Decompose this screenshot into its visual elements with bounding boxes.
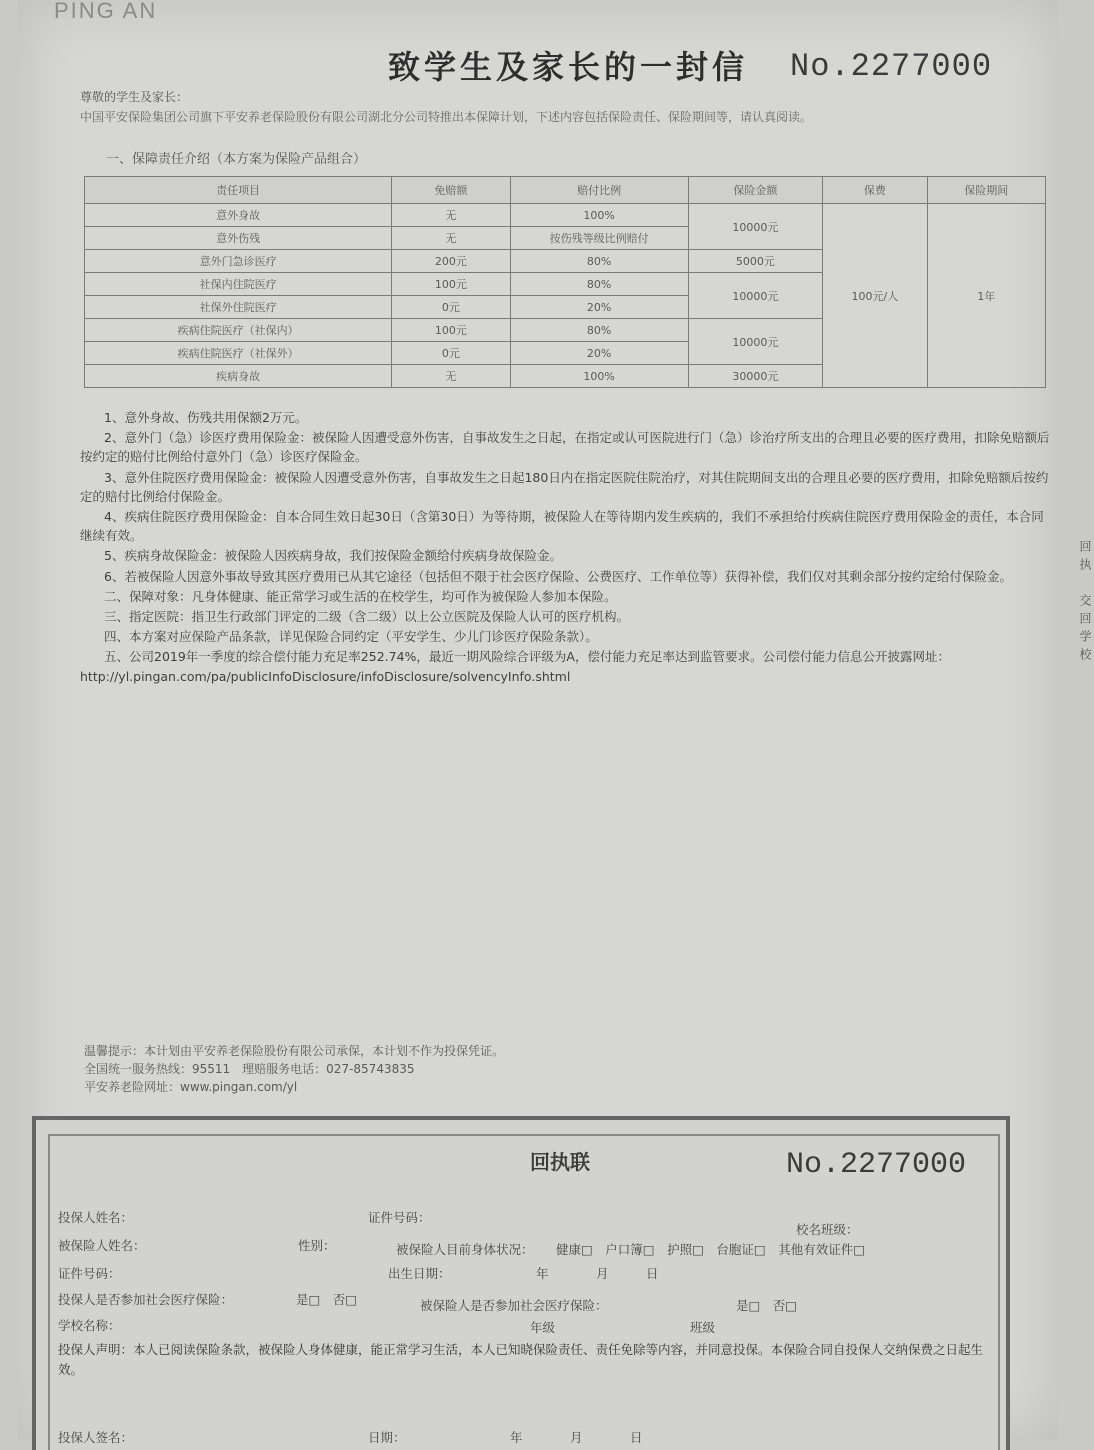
class-field[interactable]: 班级 bbox=[690, 1320, 716, 1335]
birth-day[interactable]: 日 bbox=[646, 1266, 659, 1281]
note-paragraph: 五、公司2019年一季度的综合偿付能力充足率252.74%，最近一期风险综合评级为A，偿付能力充足率达到监管要求。公司偿付能力信息公开披露网址：http://yl.pingan.com/pa/publicInfoDisclosure/infoDisclosure/solvencyInfo.shtml bbox=[80, 649, 950, 684]
table-cell: 意外门急诊医疗 bbox=[85, 250, 392, 273]
note-paragraph: 四、本方案对应保险产品条款，详见保险合同约定（平安学生、少儿门诊医疗保险条款）。 bbox=[104, 629, 598, 645]
reminder-text: 温馨提示：本计划由平安养老保险股份有限公司承保，本计划不作为投保凭证。 bbox=[84, 1044, 505, 1058]
health-options[interactable]: 健康□ 户口簿□ 护照□ 台胞证□ 其他有效证件□ bbox=[556, 1242, 866, 1257]
table-cell: 100元 bbox=[392, 273, 510, 296]
side-perforation-text: 回执 交回学校 bbox=[1078, 540, 1092, 666]
date-month[interactable]: 月 bbox=[570, 1430, 583, 1445]
table-cell: 无 bbox=[392, 227, 510, 250]
table-cell: 0元 bbox=[392, 342, 510, 365]
gender-field[interactable]: 性别： bbox=[298, 1238, 336, 1253]
page-title: 致学生及家长的一封信 bbox=[388, 48, 749, 86]
note-paragraph: 2、意外门（急）诊医疗费用保险金：被保险人因遭受意外伤害，自事故发生之日起，在指定或认可医院进行门（急）诊治疗所支出的合理且必要的医疗费用，扣除免赔额后按约定的赔付比例给付意外门（急）诊医疗保险金。 bbox=[80, 430, 1050, 465]
receipt-slip bbox=[32, 1116, 1010, 1450]
health-status-label: 被保险人目前身体状况： bbox=[396, 1242, 534, 1257]
table-cell: 无 bbox=[392, 204, 510, 227]
applicant-declaration: 投保人声明：本人已阅读保险条款，被保险人身体健康，能正常学习生活，本人已知晓保险责任、责任免除等内容，并同意投保。本保险合同自投保人交纳保费之日起生效。 bbox=[58, 1342, 984, 1377]
note-paragraph: 二、保障对象：凡身体健康、能正常学习或生活的在校学生，均可作为被保险人参加本保险。 bbox=[104, 588, 617, 604]
table-header: 保险期间 bbox=[927, 177, 1045, 204]
table-header: 保费 bbox=[823, 177, 928, 204]
table-cell: 80% bbox=[510, 319, 688, 342]
table-row bbox=[85, 204, 1046, 227]
receipt-serial: No.2277000 bbox=[786, 1148, 967, 1182]
insured-name-field[interactable]: 被保险人姓名： bbox=[58, 1238, 146, 1253]
table-cell: 80% bbox=[510, 273, 688, 296]
birth-month[interactable]: 月 bbox=[596, 1266, 609, 1281]
table-cell: 1年 bbox=[927, 204, 1045, 388]
website-text: 平安养老险网址：www.pingan.com/yl bbox=[84, 1080, 298, 1094]
table-cell: 10000元 bbox=[688, 273, 822, 319]
birth-date-label: 出生日期： bbox=[388, 1266, 451, 1281]
table-cell: 社保内住院医疗 bbox=[85, 273, 392, 296]
receipt-title: 回执联 bbox=[530, 1150, 590, 1174]
table-header-row bbox=[85, 177, 1046, 204]
greeting: 尊敬的学生及家长： bbox=[80, 90, 189, 104]
table-cell: 10000元 bbox=[688, 319, 822, 365]
note-paragraph: 4、疾病住院医疗费用保险金：自本合同生效日起30日（含第30日）为等待期，被保险人在等待期内发生疾病的，我们不承担给付疾病住院医疗费用保险金的责任，本合同继续有效。 bbox=[80, 509, 1044, 544]
table-cell: 200元 bbox=[392, 250, 510, 273]
table-cell: 疾病身故 bbox=[85, 365, 392, 388]
date-day[interactable]: 日 bbox=[630, 1430, 643, 1445]
school-class-field[interactable]: 校名班级： bbox=[796, 1222, 859, 1237]
brand-logo-text: PING AN bbox=[54, 0, 158, 23]
insured-social-label: 被保险人是否参加社会医疗保险： bbox=[420, 1298, 608, 1313]
applicant-signature-field[interactable]: 投保人签名： bbox=[58, 1430, 134, 1445]
intro-paragraph: 中国平安保险集团公司旗下平安养老保险股份有限公司湖北分公司特推出本保障计划，下述内容包括保险责任、保险期间等，请认真阅读。 bbox=[80, 110, 813, 124]
date-year[interactable]: 年 bbox=[510, 1430, 523, 1445]
social-insurance-options[interactable]: 是□ 否□ bbox=[296, 1292, 358, 1307]
table-cell: 5000元 bbox=[688, 250, 822, 273]
table-cell: 30000元 bbox=[688, 365, 822, 388]
social-insurance-label: 投保人是否参加社会医疗保险： bbox=[58, 1292, 234, 1307]
table-cell: 100元 bbox=[392, 319, 510, 342]
contact-info bbox=[84, 1042, 984, 1096]
note-paragraph: 5、疾病身故保险金：被保险人因疾病身故，我们按保险金额给付疾病身故保险金。 bbox=[104, 548, 562, 564]
applicant-name-field[interactable]: 投保人姓名： bbox=[58, 1210, 134, 1225]
table-cell: 10000元 bbox=[688, 204, 822, 250]
table-cell: 0元 bbox=[392, 296, 510, 319]
id-card-field[interactable]: 证件号码： bbox=[58, 1266, 121, 1281]
table-cell: 100% bbox=[510, 365, 688, 388]
table-cell: 80% bbox=[510, 250, 688, 273]
serial-number: No.2277000 bbox=[790, 48, 993, 85]
table-cell: 100元/人 bbox=[823, 204, 928, 388]
table-cell: 无 bbox=[392, 365, 510, 388]
section-heading: 一、保障责任介绍（本方案为保险产品组合） bbox=[106, 152, 367, 167]
terms-notes bbox=[80, 408, 1050, 687]
insured-social-options[interactable]: 是□ 否□ bbox=[736, 1298, 798, 1313]
hotline-text: 全国统一服务热线：95511 理赔服务电话：027-85743835 bbox=[84, 1062, 415, 1076]
note-paragraph: 3、意外住院医疗费用保险金：被保险人因遭受意外伤害，自事故发生之日起180日内在指定医院住院治疗，对其住院期间支出的合理且必要的医疗费用，扣除免赔额后按约定的赔付比例给付保险金。 bbox=[80, 469, 1049, 504]
table-cell: 疾病住院医疗（社保外） bbox=[85, 342, 392, 365]
table-cell: 20% bbox=[510, 342, 688, 365]
receipt-frame bbox=[48, 1134, 1000, 1450]
table-cell: 100% bbox=[510, 204, 688, 227]
note-paragraph: 三、指定医院：指卫生行政部门评定的二级（含二级）以上公立医院及保险人认可的医疗机构。 bbox=[104, 609, 630, 625]
table-header: 赔付比例 bbox=[510, 177, 688, 204]
id-number-field[interactable]: 证件号码： bbox=[368, 1210, 431, 1225]
table-cell: 社保外住院医疗 bbox=[85, 296, 392, 319]
table-cell: 按伤残等级比例赔付 bbox=[510, 227, 688, 250]
letter-page bbox=[18, 0, 1092, 1445]
table-cell: 20% bbox=[510, 296, 688, 319]
table-header: 责任项目 bbox=[85, 177, 392, 204]
table-header: 保险金额 bbox=[688, 177, 822, 204]
date-label: 日期： bbox=[368, 1430, 406, 1445]
birth-year[interactable]: 年 bbox=[536, 1266, 549, 1281]
coverage-table bbox=[84, 176, 1046, 388]
note-paragraph: 1、意外身故、伤残共用保额2万元。 bbox=[104, 410, 308, 425]
note-paragraph: 6、若被保险人因意外事故导致其医疗费用已从其它途径（包括但不限于社会医疗保险、公费医疗、工作单位等）获得补偿，我们仅对其剩余部分按约定给付保险金。 bbox=[104, 568, 1012, 584]
table-cell: 意外身故 bbox=[85, 204, 392, 227]
table-header: 免赔额 bbox=[392, 177, 510, 204]
table-cell: 意外伤残 bbox=[85, 227, 392, 250]
table-cell: 疾病住院医疗（社保内） bbox=[85, 319, 392, 342]
school-name-field[interactable]: 学校名称： bbox=[58, 1318, 121, 1333]
grade-field[interactable]: 年级 bbox=[530, 1320, 556, 1335]
